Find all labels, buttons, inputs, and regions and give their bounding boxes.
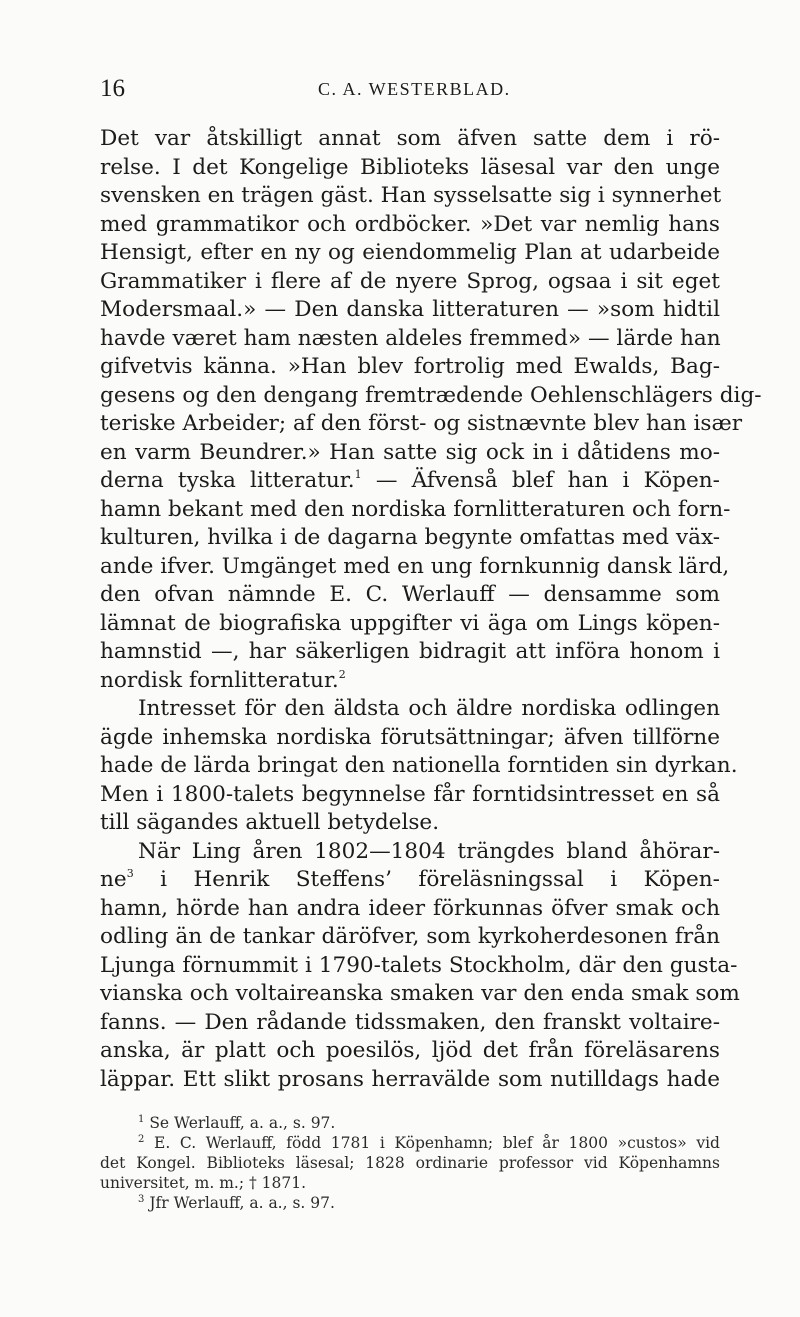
text-line: Men i 1800-talets begynnelse får forntidsintresset en så <box>100 781 720 807</box>
footnote: $^3$ Jfr Werlauff, a. a., s. 97. <box>138 1194 335 1212</box>
text-line: $ne^3$ i Henrik Steffens’ föreläsningssal i Köpen- <box>100 867 720 892</box>
text-line: odling än de tankar däröfver, som kyrkoherdesonen från <box>100 924 720 949</box>
body-text <box>100 125 762 1094</box>
text-line: nordisk fornlitteratur.$^2$ <box>100 667 346 693</box>
page-number: 16 <box>100 75 125 102</box>
footnote-number: 3 <box>138 1194 145 1205</box>
footnote-ref: 2 <box>338 667 346 681</box>
text-line: havde været ham næsten aldeles fremmed» — lärde han <box>100 325 721 351</box>
text-line: vianska och voltaireanska smaken var den enda smak som <box>100 981 740 1006</box>
text-line: teriske Arbeider; af den först- og sistnævnte blev han især <box>100 411 743 436</box>
footnote-continuation: universitet, m. m.; † 1871. <box>100 1174 307 1192</box>
text-line: Modersmaal.» — Den danska litteraturen — »som hidtil <box>100 297 720 322</box>
footnote-ref: 1 <box>354 468 362 481</box>
text-line: den ofvan nämnde E. C. Werlauff — densamme som <box>100 582 720 607</box>
page-header <box>0 75 800 105</box>
footnote-ref: 3 <box>126 867 134 880</box>
text-line: Det var åtskilligt annat som äfven satte dem i rö- <box>100 126 720 151</box>
text-line: en varm Beundrer.» Han satte sig ock in i dåtidens mo- <box>100 439 720 465</box>
text-line: derna tyska litteratur.$^1$ — Äfvenså blef han i Köpen- <box>100 468 720 493</box>
text-line: fanns. — Den rådande tidssmaken, den franskt voltaire- <box>100 1009 720 1035</box>
footnote-continuation: det Kongel. Biblioteks läsesal; 1828 ordinarie professor vid Köpenhamns <box>100 1154 720 1172</box>
text-line: kulturen, hvilka i de dagarna begynte omfattas med väx- <box>100 525 721 550</box>
text-line: relse. I det Kongelige Biblioteks läsesal var den unge <box>100 154 720 180</box>
running-head: C. A. WESTERBLAD. <box>318 79 511 99</box>
text-line: Intresset för den äldsta och äldre nordiska odlingen <box>138 696 720 721</box>
text-line: Ljunga förnummit i 1790-talets Stockholm, där den gusta- <box>100 952 738 978</box>
text-line: När Ling åren 1802—1804 trängdes bland åhörar- <box>138 838 720 864</box>
text-line: hade de lärda bringat den nationella forntiden sin dyrkan. <box>100 753 738 778</box>
footnote: $^1$ Se Werlauff, a. a., s. 97. <box>138 1114 336 1132</box>
footnote-number: 2 <box>138 1134 145 1145</box>
text-line: ägde inhemska nordiska förutsättningar; äfven tillförne <box>100 724 720 750</box>
text-line: till sägandes aktuell betydelse. <box>100 810 440 835</box>
text-line: hamn bekant med den nordiska fornlitteraturen och forn- <box>100 496 731 522</box>
text-line: Grammatiker i flere af de nyere Sprog, ogsaa i sit eget <box>100 268 720 294</box>
text-line: gesens og den dengang fremtrædende Oehlenschlägers dig- <box>100 382 762 408</box>
text-line: ande ifver. Umgänget med en ung fornkunnig dansk lärd, <box>100 553 730 579</box>
text-line: Hensigt, efter en ny og eiendommelig Plan at udarbeide <box>100 240 720 265</box>
footnote-number: 1 <box>138 1114 145 1125</box>
text-line: läppar. Ett slikt prosans herravälde som nutilldags hade <box>100 1066 720 1092</box>
text-line: gifvetvis känna. »Han blev fortrolig med Ewalds, Bag- <box>100 354 720 379</box>
text-line: hamn, hörde han andra ideer förkunnas öfver smak och <box>100 895 720 921</box>
text-line: med grammatikor och ordböcker. »Det var nemlig hans <box>100 211 720 237</box>
footnote: $^2$ E. C. Werlauff, född 1781 i Köpenhamn; blef år 1800 »custos» vid <box>138 1134 720 1152</box>
text-line: svensken en trägen gäst. Han sysselsatte sig i synnerhet <box>100 183 722 208</box>
text-line: hamnstid —, har säkerligen bidragit att införa honom i <box>100 639 720 664</box>
footnotes <box>100 1113 720 1213</box>
text-line: anska, är platt och poesilös, ljöd det från föreläsarens <box>100 1038 720 1063</box>
text-line: lämnat de biografiska uppgifter vi äga om Lings köpen- <box>100 610 720 636</box>
